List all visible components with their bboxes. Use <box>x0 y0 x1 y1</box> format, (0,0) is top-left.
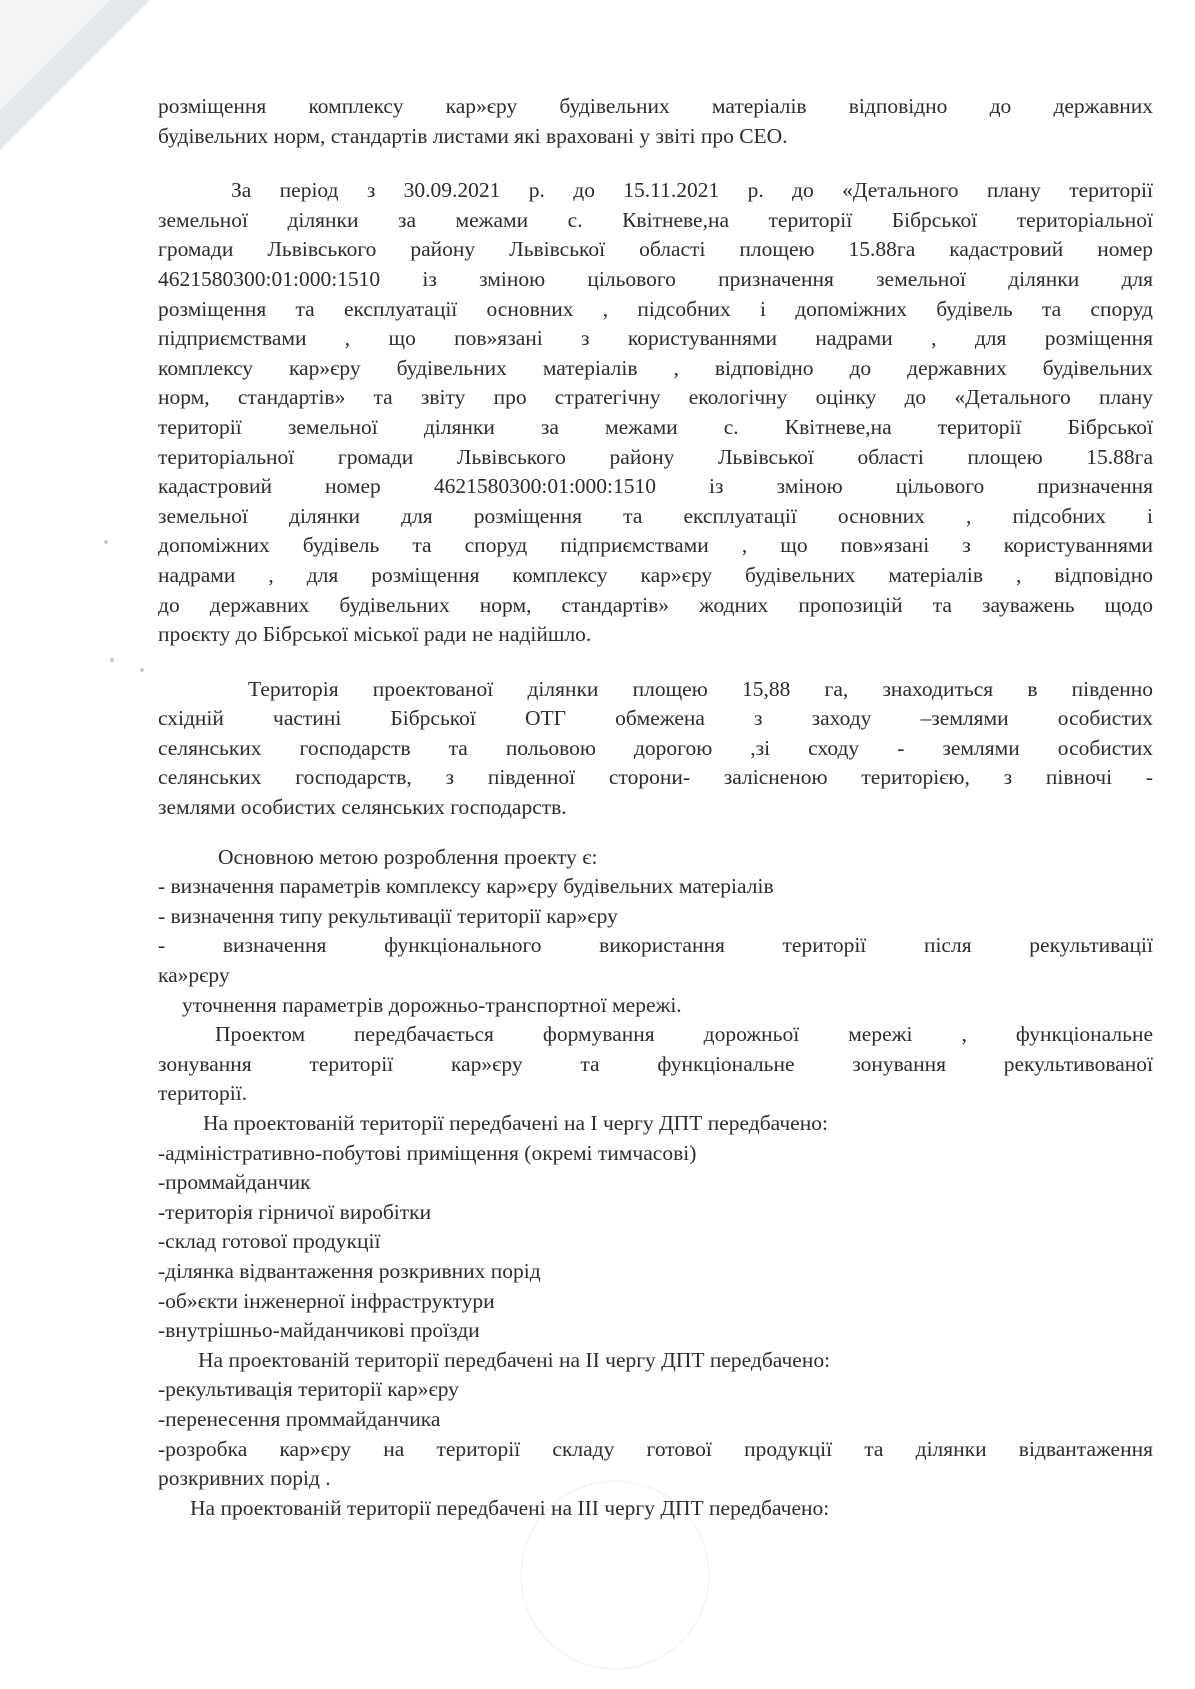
list-item: - визначення функціонального використання території після рекультивації <box>158 933 1153 958</box>
list-item: -ділянка відвантаження розкривних порід <box>158 1258 541 1283</box>
text-line: східній частині Бібрської ОТГ обмежена з заходу –землями особистих <box>158 706 1153 731</box>
text-line: території. <box>158 1081 248 1106</box>
text-line: земельної ділянки за межами с. Квітневе,на території Бібрської територіальної <box>158 207 1153 232</box>
margin-speck <box>110 658 114 662</box>
margin-speck <box>104 540 108 544</box>
list-item: -перенесення проммайданчика <box>158 1406 441 1431</box>
list-item: -внутрішньо-майданчикові проїзди <box>158 1318 480 1343</box>
list-item: -склад готової продукції <box>158 1229 381 1254</box>
text-line: ка»рєру <box>158 963 230 988</box>
text-line: На проектованій території передбачені на ІІІ чергу ДПТ передбачено: <box>190 1495 830 1520</box>
text-line: кадастровий номер 4621580300:01:000:1510 із зміною цільового призначення <box>158 474 1153 499</box>
text-line: розміщення комплексу кар»єру будівельних матеріалів відповідно до державних <box>158 94 1153 118</box>
scan-corner-shadow-inner <box>0 0 110 110</box>
text-line: 4621580300:01:000:1510 із зміною цільового призначення земельної ділянки для <box>158 266 1153 291</box>
list-item: -рекультивація території кар»єру <box>158 1377 459 1402</box>
paragraph-no-proposals <box>158 176 1153 650</box>
document-body <box>158 92 1153 1523</box>
text-line: норм, стандартів» та звіту про стратегічну екологічну оцінку до «Детального плану <box>158 385 1153 410</box>
list-item: -об»єкти інженерної інфраструктури <box>158 1288 495 1313</box>
paragraph-continuation <box>158 92 1153 151</box>
text-line: За період з 30.09.2021 р. до 15.11.2021 р. до «Детального плану території <box>231 178 1153 203</box>
list-item: - визначення типу рекультивації території кар»єру <box>158 903 618 928</box>
text-line: селянських господарств та польовою дорогою ,зі сходу - землями особистих <box>158 735 1153 760</box>
text-line: селянських господарств, з південної сторони- залісненою територією, з півночі - <box>158 765 1153 790</box>
text-line: землями особистих селянських господарств. <box>158 795 567 820</box>
text-line: розкривних порід . <box>158 1466 331 1491</box>
list-item: -територія гірничої виробітки <box>158 1199 432 1224</box>
paragraph-project-goals <box>158 843 1153 1524</box>
text-line: будівельних норм, стандартів листами які враховані у звіті про СЕО. <box>158 123 788 148</box>
text-line: розміщення та експлуатації основних , підсобних і допоміжних будівель та споруд <box>158 296 1153 321</box>
text-line: земельної ділянки для розміщення та експлуатації основних , підсобних і <box>158 503 1153 528</box>
text-line: комплексу кар»єру будівельних матеріалів , відповідно до державних будівельних <box>158 355 1153 380</box>
list-item: -проммайданчик <box>158 1170 311 1195</box>
list-item: уточнення параметрів дорожньо-транспортної мережі. <box>182 992 682 1017</box>
text-line: Проектом передбачається формування дорожньої мережі , функціональне <box>215 1022 1153 1047</box>
paragraph-territory-description <box>158 675 1153 823</box>
list-item: - визначення параметрів комплексу кар»єру будівельних матеріалів <box>158 874 774 899</box>
text-line: територіальної громади Львівського району Львівської області площею 15.88га <box>158 444 1153 469</box>
text-line: Основною метою розроблення проекту є: <box>218 844 598 869</box>
margin-speck <box>140 668 144 672</box>
text-line: зонування території кар»єру та функціональне зонування рекультивованої <box>158 1051 1153 1076</box>
list-item: -розробка кар»єру на території складу готової продукції та ділянки відвантаження <box>158 1436 1153 1461</box>
list-item: -адміністративно-побутові приміщення (окремі тимчасові) <box>158 1140 697 1165</box>
text-line: громади Львівського району Львівської області площею 15.88га кадастровий номер <box>158 237 1153 262</box>
text-line: Територія проектованої ділянки площею 15,88 га, знаходиться в південно <box>248 676 1153 701</box>
text-line: На проектованій території передбачені на І чергу ДПТ передбачено: <box>203 1111 828 1135</box>
text-line: території земельної ділянки за межами с. Квітневе,на території Бібрської <box>158 414 1153 439</box>
text-line: допоміжних будівель та споруд підприємствами , що пов»язані з користуваннями <box>158 533 1153 558</box>
text-line: На проектованій території передбачені на ІІ чергу ДПТ передбачено: <box>198 1347 831 1372</box>
text-line: проєкту до Бібрської міської ради не надійшло. <box>158 622 592 647</box>
text-line: підприємствами , що пов»язані з користуваннями надрами , для розміщення <box>158 326 1153 351</box>
text-line: до державних будівельних норм, стандартів» жодних пропозицій та зауважень щодо <box>158 592 1153 617</box>
text-line: надрами , для розміщення комплексу кар»єру будівельних матеріалів , відповідно <box>158 562 1153 587</box>
